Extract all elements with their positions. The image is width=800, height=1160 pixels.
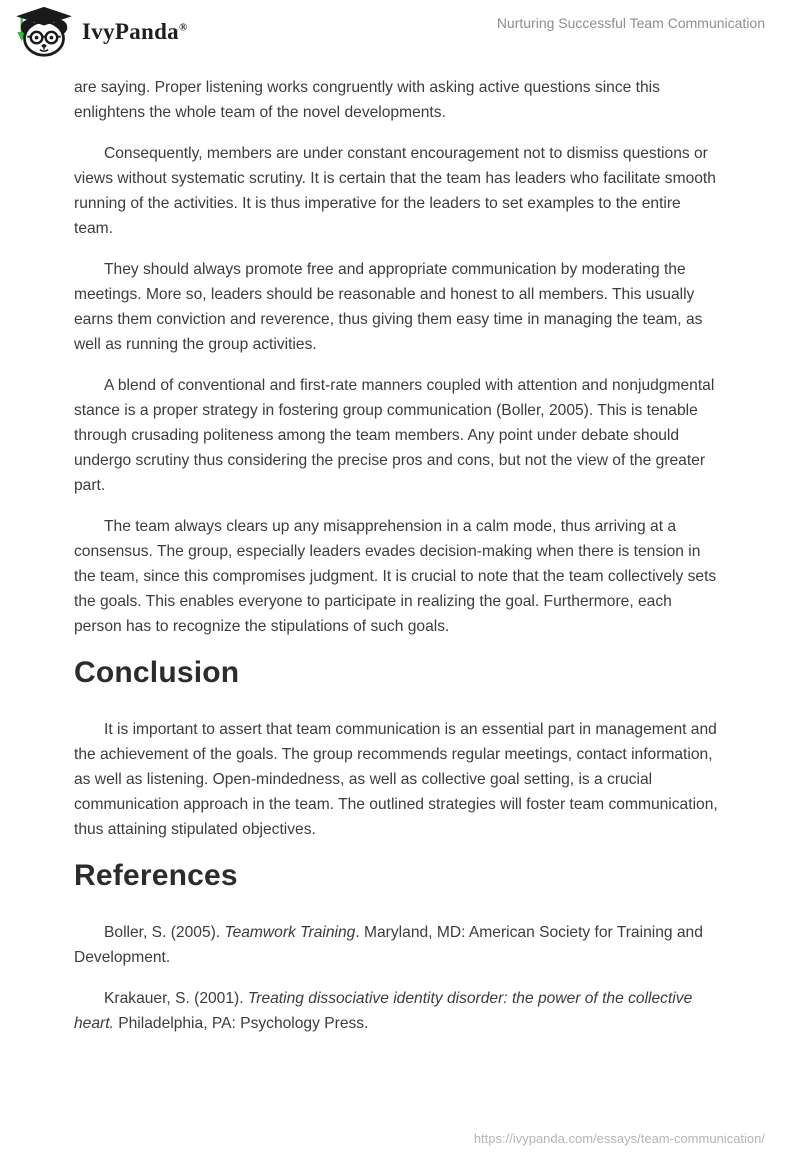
paragraph: are saying. Proper listening works congruently with asking active questions since this enlightens the whole team of the novel developments. — [74, 79, 660, 121]
ivypanda-panda-logo-icon — [14, 6, 74, 58]
reference-title-italic: Teamwork Training — [224, 924, 356, 941]
conclusion-paragraph: It is important to assert that team communication is an essential part in management and the achievement of the goals. The group recommends regular meetings, contact information, as well as listening. Open-mindedness, as well as collective goal setting, is a crucial communication approach in the team. The outlined strategies will foster team communication, thus attaining stipulated objectives. — [74, 721, 718, 838]
brand — [14, 6, 188, 58]
paragraph: The team always clears up any misapprehension in a calm mode, thus arriving at a consensus. The group, especially leaders evades decision-making when there is tension in the team, since this compromises judgment. It is crucial to note that the team collectively sets the goals. This enables everyone to participate in realizing the goal. Furthermore, each person has to recognize the stipulations of such goals. — [74, 518, 717, 635]
paragraph: They should always promote free and appropriate communication by moderating the meetings. More so, leaders should be reasonable and honest to all members. This usually earns them conviction and reverence, thus giving them easy time in managing the team, as well as running the group activities. — [74, 261, 703, 353]
footer-url: https://ivypanda.com/essays/team-communication/ — [473, 1131, 765, 1146]
document-title: Nurturing Successful Team Communication — [496, 15, 765, 31]
essay-content — [0, 62, 800, 1036]
reference-text-part: . Maryland, MD: American Society for Training and Development. — [74, 924, 703, 966]
registered-trademark-symbol: ® — [178, 21, 188, 34]
page-header — [0, 0, 800, 62]
reference-text-part: Boller, S. (2005). — [104, 924, 225, 941]
brand-name-text: IvyPanda — [82, 19, 179, 44]
reference-entry — [74, 920, 720, 970]
reference-title-italic: Treating dissociative identity disorder: the power of the collective heart. — [74, 990, 693, 1032]
reference-entry — [74, 986, 720, 1036]
paragraph: A blend of conventional and first-rate manners coupled with attention and nonjudgmental stance is a proper strategy in fostering group communication (Boller, 2005). This is tenable through crusading politeness among the team members. Any point under debate should undergo scrutiny thus considering the precise pros and cons, but not the view of the greater part. — [74, 377, 715, 494]
paragraph: Consequently, members are under constant encouragement not to dismiss questions or views without systematic scrutiny. It is certain that the team has leaders who facilitate smooth running of the activities. It is thus imperative for the leaders to set examples to the entire team. — [74, 145, 716, 237]
references-heading: References — [74, 859, 238, 892]
reference-text-part: Philadelphia, PA: Psychology Press. — [113, 1015, 369, 1032]
brand-name — [82, 19, 188, 45]
reference-text-part: Krakauer, S. (2001). — [104, 990, 248, 1007]
conclusion-heading: Conclusion — [74, 656, 240, 689]
